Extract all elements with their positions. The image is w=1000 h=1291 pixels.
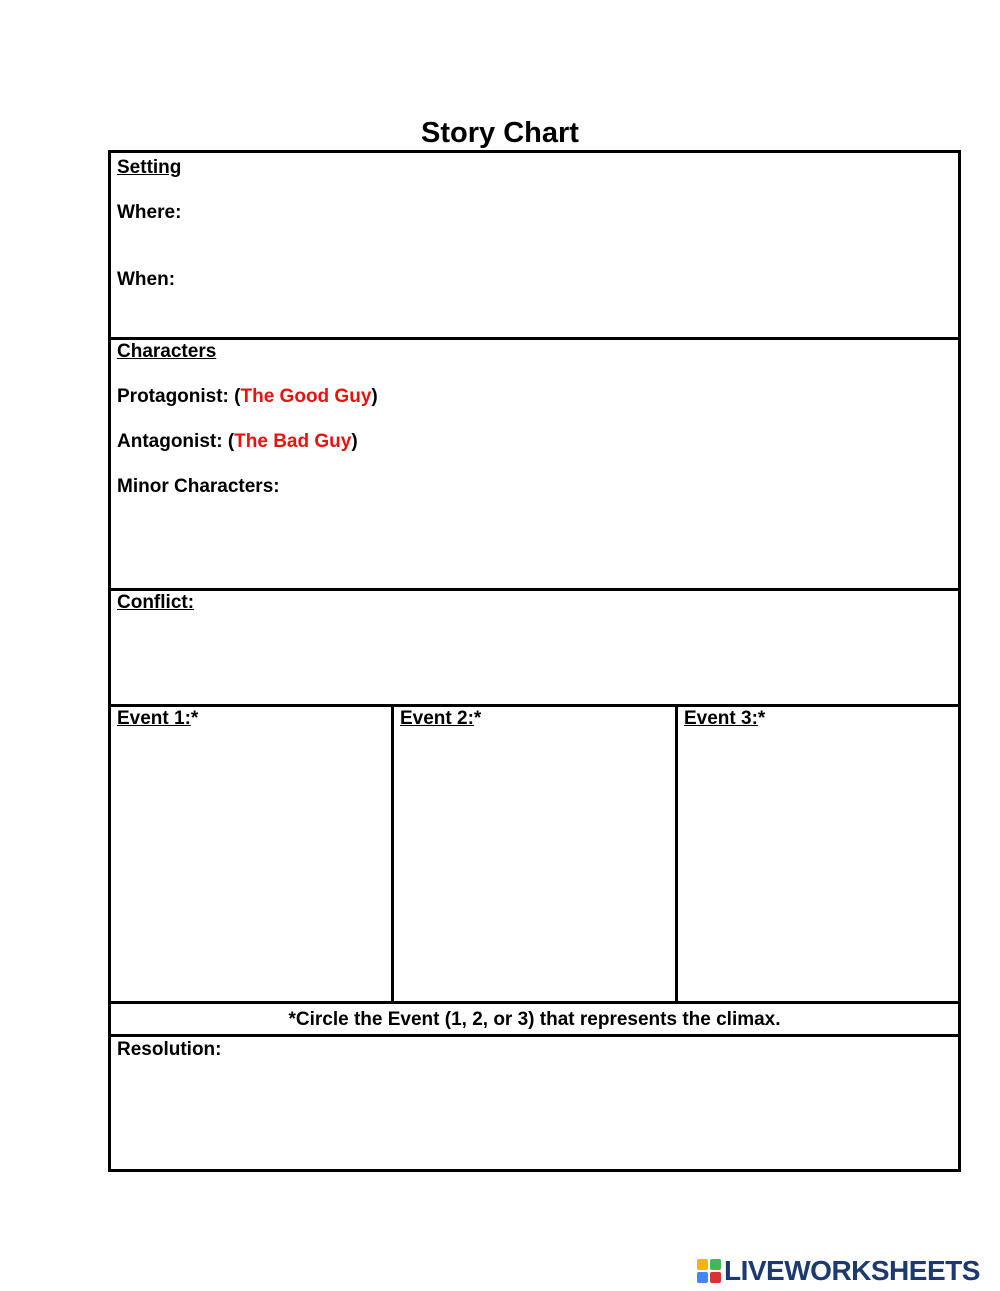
antagonist-close: ) [351, 431, 358, 452]
protagonist-line [117, 386, 378, 408]
protagonist-label: Protagonist: ( [117, 386, 241, 407]
event-2-marker: * [473, 708, 482, 729]
antagonist-hint: The Bad Guy [234, 431, 352, 452]
logo-grid-icon [697, 1259, 721, 1283]
story-chart [108, 150, 961, 1172]
conflict-heading: Conflict: [117, 592, 195, 613]
event-2-box [394, 707, 678, 1001]
event-1-box [111, 707, 394, 1001]
when-label: When: [117, 269, 176, 290]
where-label: Where: [117, 202, 182, 223]
setting-heading: Setting [117, 157, 182, 178]
climax-note-row [111, 1004, 958, 1037]
event-3-marker: * [757, 708, 766, 729]
liveworksheets-logo [697, 1256, 980, 1286]
antagonist-line [117, 431, 358, 453]
characters-heading: Characters [117, 341, 217, 362]
characters-section [111, 340, 958, 591]
logo-square [697, 1272, 708, 1283]
minor-characters-label: Minor Characters: [117, 476, 280, 497]
event-1-label: Event 1: [117, 708, 191, 729]
event-3-box [678, 707, 958, 1001]
event-3-label: Event 3: [684, 708, 758, 729]
protagonist-close: ) [371, 386, 378, 407]
resolution-section [111, 1037, 958, 1169]
logo-text: LIVEWORKSHEETS [724, 1255, 980, 1286]
conflict-section [111, 591, 958, 707]
setting-section [111, 153, 958, 340]
events-section [111, 707, 958, 1004]
climax-note: *Circle the Event (1, 2, or 3) that represents the climax. [288, 1009, 781, 1030]
logo-square [710, 1272, 721, 1283]
resolution-heading: Resolution: [117, 1039, 222, 1060]
logo-square [697, 1259, 708, 1270]
event-2-label: Event 2: [400, 708, 474, 729]
event-1-marker: * [190, 708, 199, 729]
page-title: Story Chart [421, 117, 579, 149]
protagonist-hint: The Good Guy [240, 386, 372, 407]
logo-square [710, 1259, 721, 1270]
antagonist-label: Antagonist: ( [117, 431, 235, 452]
